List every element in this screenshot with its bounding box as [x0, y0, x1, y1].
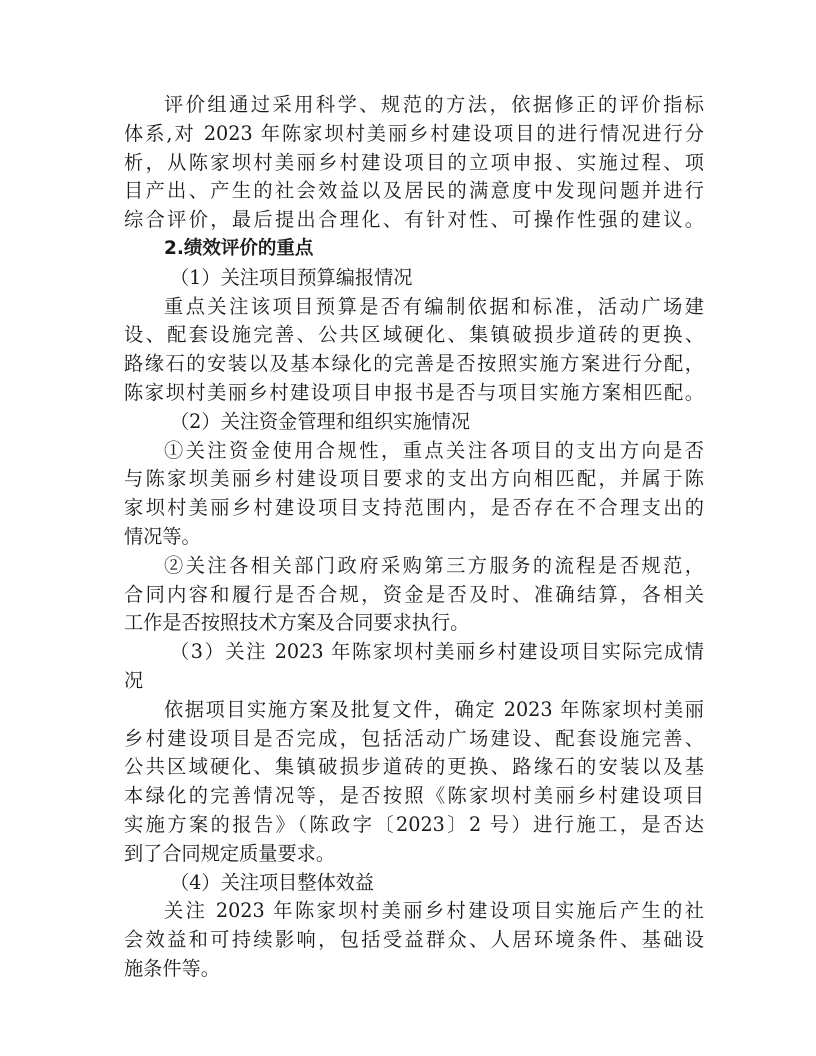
text-line: 工作是否按照技术方案及合同要求执行。	[124, 611, 470, 635]
text-line: 设、配套设施完善、公共区域硬化、集镇破损步道砖的更换、	[124, 323, 704, 347]
text-line: 评价组通过采用科学、规范的方法，依据修正的评价指标	[164, 93, 704, 116]
text-line: 与陈家坝美丽乡村建设项目要求的支出方向相匹配，并属于陈	[124, 467, 704, 491]
text-line: 体系,对 2023 年陈家坝村美丽乡村建设项目的进行情况进行分	[124, 121, 704, 145]
text-line: 施条件等。	[124, 956, 220, 980]
text-line: （3）关注 2023 年陈家坝村美丽乡村建设项目实际完成情	[170, 640, 704, 664]
text-line: 会效益和可持续影响，包括受益群众、人居环境条件、基础设	[124, 928, 704, 952]
text-line: 乡村建设项目是否完成，包括活动广场建设、配套设施完善、	[124, 726, 704, 750]
text-line: 合同内容和履行是否合规，资金是否及时、准确结算，各相关	[124, 582, 704, 606]
paragraph-overall-benefit	[124, 897, 704, 983]
subheading-overall-benefit: （4）关注项目整体效益	[170, 870, 375, 894]
text-line: 实施方案的报告》（陈政字〔2023〕2 号）进行施工，是否达	[124, 812, 704, 836]
text-line: ①关注资金使用合规性，重点关注各项目的支出方向是否	[164, 438, 704, 462]
section-heading: 2.绩效评价的重点	[164, 237, 314, 259]
text-line: 陈家坝村美丽乡村建设项目申报书是否与项目实施方案相匹配。	[124, 380, 704, 404]
text-line: 到了合同规定质量要求。	[124, 841, 336, 865]
text-line: 路缘石的安装以及基本绿化的完善是否按照实施方案进行分配，	[124, 352, 704, 376]
text-line: 目产出、产生的社会效益以及居民的满意度中发现问题并进行	[124, 179, 704, 203]
paragraph-budget	[124, 293, 704, 408]
text-line: 关注 2023 年陈家坝村美丽乡村建设项目实施后产生的社	[164, 899, 704, 923]
paragraph-procurement	[124, 552, 704, 638]
paragraph-evaluation-method	[124, 91, 704, 235]
subheading-fund-management: （2）关注资金管理和组织实施情况	[170, 409, 471, 433]
document-body	[124, 91, 704, 984]
text-line: 本绿化的完善情况等，是否按照《陈家坝村美丽乡村建设项目	[124, 784, 704, 808]
subheading-completion	[124, 638, 704, 696]
text-line: 况	[124, 668, 144, 692]
paragraph-fund-compliance	[124, 437, 704, 552]
text-line: 重点关注该项目预算是否有编制依据和标准，活动广场建	[164, 294, 704, 318]
text-line: ②关注各相关部门政府采购第三方服务的流程是否规范，	[164, 553, 704, 577]
text-line: 公共区域硬化、集镇破损步道砖的更换、路缘石的安装以及基	[124, 755, 704, 779]
text-line: 依据项目实施方案及批复文件，确定 2023 年陈家坝村美丽	[164, 697, 704, 721]
text-line: 家坝村美丽乡村建设项目支持范围内，是否存在不合理支出的	[124, 496, 704, 520]
text-line: 析，从陈家坝村美丽乡村建设项目的立项申报、实施过程、项	[124, 150, 704, 174]
subheading-budget: （1）关注项目预算编报情况	[170, 265, 413, 289]
text-line: 综合评价，最后提出合理化、有针对性、可操作性强的建议。	[124, 208, 704, 232]
paragraph-completion	[124, 696, 704, 869]
text-line: 情况等。	[124, 524, 201, 548]
